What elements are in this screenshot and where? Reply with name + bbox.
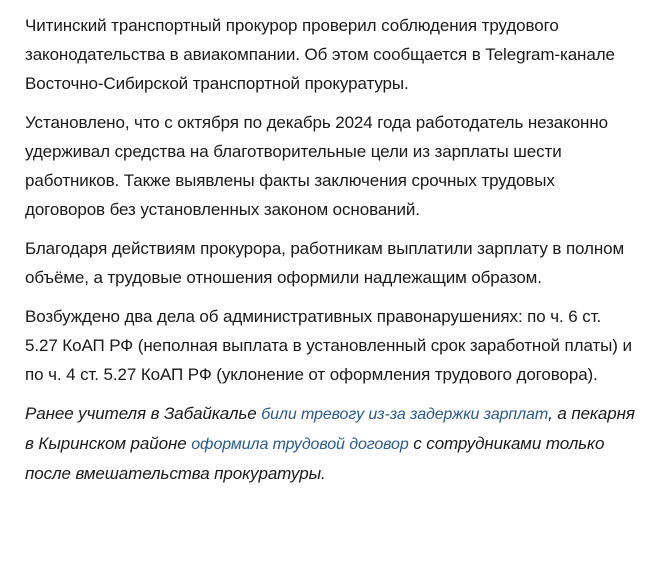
link-teachers-salary-delay[interactable]: били тревогу из-за задержки зарплат (261, 406, 549, 423)
note-text-end: с сотрудниками только после вмешательства прокуратуры. (25, 434, 605, 483)
note-text-start: Ранее учителя в Забайкалье (25, 404, 262, 423)
paragraph-cases: Возбуждено два дела об административных правонарушениях: по ч. 6 ст. 5.27 КоАП РФ (неполная выплата в установленный срок заработной платы) и по ч. 4 ст. 5.27 КоАП РФ (уклонение от оформления трудового договора). (25, 307, 632, 384)
note-text-middle: , а пекарня в Кыринском районе (25, 404, 635, 453)
paragraph-result: Благодаря действиям прокурора, работникам выплатили зарплату в полном объёме, а трудовые отношения оформили надлежащим образом. (25, 239, 625, 287)
link-bakery-contract[interactable]: оформила трудовой договор (191, 436, 409, 453)
related-news-note (25, 399, 636, 488)
paragraph-findings: Установлено, что с октября по декабрь 2024 года работодатель незаконно удерживал средства на благотворительные цели из зарплаты шести работников. Также выявлены факты заключения срочных трудовых договоров без установленных законом оснований. (25, 113, 608, 219)
paragraph-inspection: Читинский транспортный прокурор проверил соблюдения трудового законодательства в авиакомпании. Об этом сообщается в Telegram-канале Восточно-Сибирской транспортной прокуратуры. (25, 16, 615, 93)
article-body (25, 11, 636, 488)
